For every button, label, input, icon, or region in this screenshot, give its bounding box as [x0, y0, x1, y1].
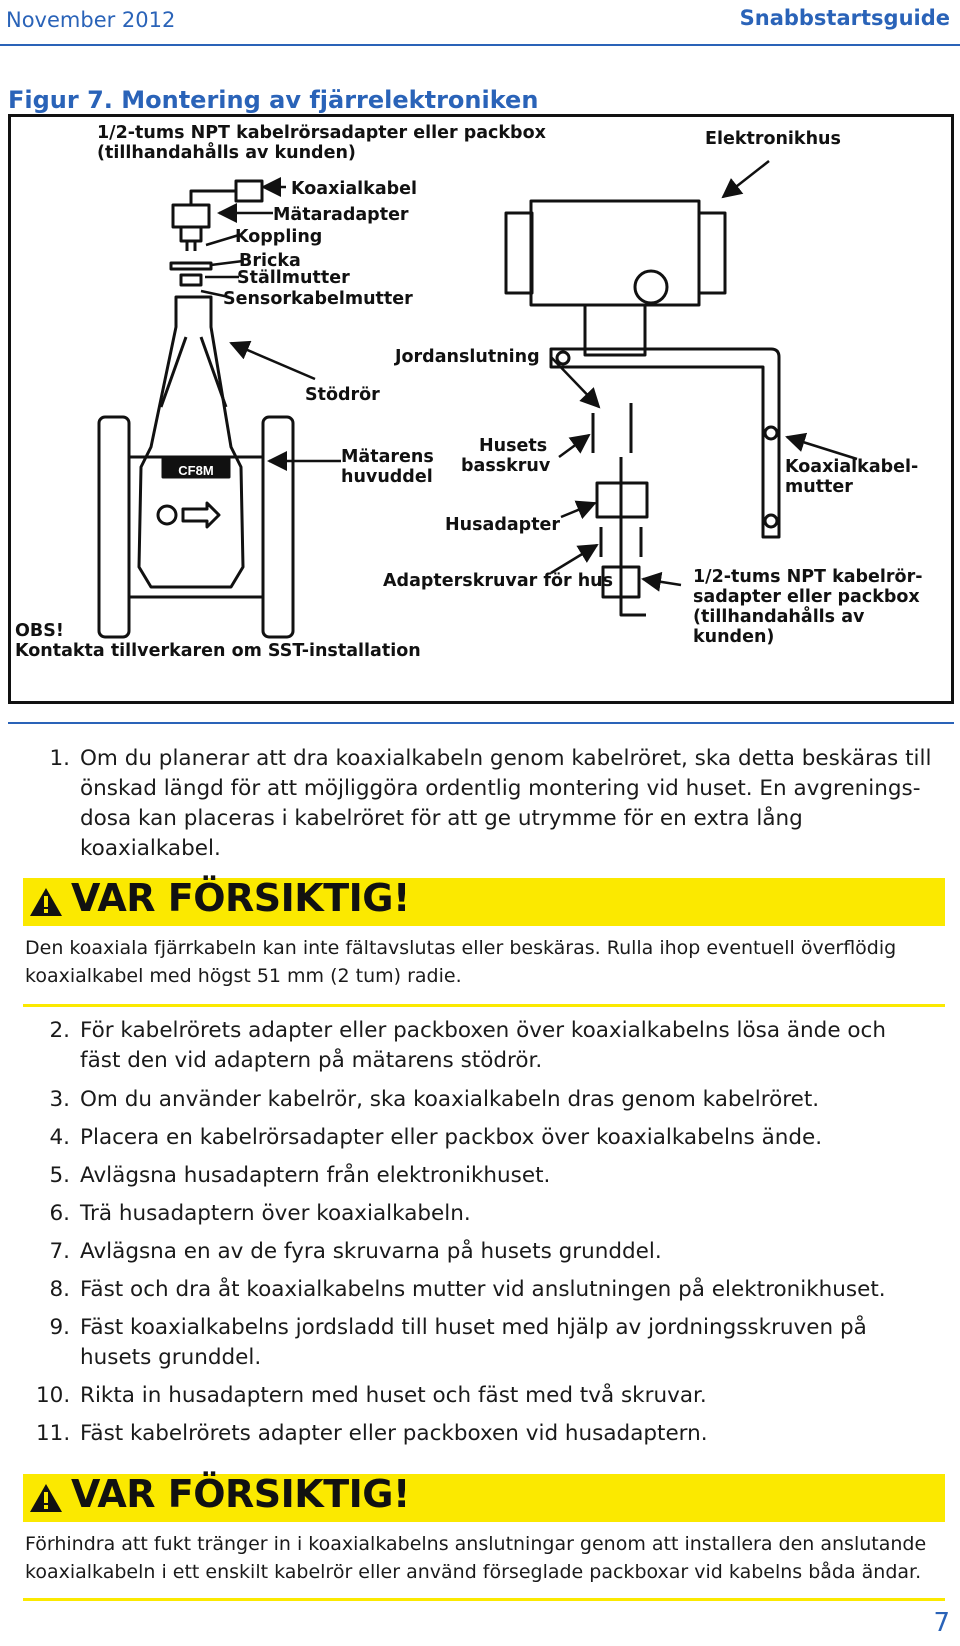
step-number: 7.	[49, 1239, 70, 1264]
label-coax-nut-1: Koaxialkabel-	[785, 457, 919, 477]
step-line: Avlägsna husadaptern från elektronikhuset.	[80, 1163, 551, 1188]
label-npt-bottom-2: sadapter eller packbox	[693, 587, 920, 607]
label-meter-body-2: huvuddel	[341, 467, 433, 487]
label-ground: Jordanslutning	[395, 347, 540, 367]
step-number: 8.	[49, 1277, 70, 1302]
step-8	[36, 1275, 946, 1305]
step-number: 5.	[49, 1163, 70, 1188]
step-line: Om du använder kabelrör, ska koaxialkabeln dras genom kabelröret.	[80, 1087, 820, 1112]
page-header	[0, 0, 960, 48]
step-line: Om du planerar att dra koaxialkabeln genom kabelröret, ska detta beskäras till	[80, 746, 932, 771]
label-coax-cable: Koaxialkabel	[291, 179, 418, 199]
caution-text-line: Den koaxiala fjärrkabeln kan inte fältavslutas eller beskäras. Rulla ihop eventuell överflödig	[25, 937, 897, 959]
electronics-housing-shape	[531, 201, 699, 305]
cf8m-plate-text: CF8M	[178, 463, 214, 478]
step-line: Placera en kabelrörsadapter eller packbox över koaxialkabelns ände.	[80, 1125, 823, 1150]
step-line: Trä husadaptern över koaxialkabeln.	[80, 1201, 471, 1226]
header-guide-title: Snabbstartsguide	[739, 6, 950, 30]
step-line: För kabelrörets adapter eller packboxen över koaxialkabelns lösa ände och	[80, 1018, 886, 1043]
step-6	[36, 1199, 946, 1229]
step-2	[36, 1016, 946, 1076]
label-meter-adapter: Mätaradapter	[273, 205, 409, 225]
figure-title: Figur 7. Montering av fjärrelektroniken	[8, 86, 539, 114]
support-tube-shape	[139, 297, 243, 587]
label-npt-top-2: (tillhandahålls av kunden)	[97, 143, 356, 163]
step-line: önskad längd för att möjliggöra ordentlig montering vid huset. En avgrenings-	[80, 776, 921, 801]
left-flange-shape	[99, 417, 129, 637]
step-line: fäst den vid adaptern på mätarens stödrör.	[80, 1048, 543, 1073]
header-date: November 2012	[6, 8, 176, 32]
label-electronics: Elektronikhus	[705, 129, 841, 149]
warning-icon	[29, 886, 63, 918]
coupling-shape	[181, 227, 201, 241]
label-support-tube: Stödrör	[305, 385, 380, 405]
step-number: 10.	[36, 1383, 71, 1408]
caution-text-line: Förhindra att fukt tränger in i koaxialkabelns anslutningar genom att installera den anslutande	[25, 1533, 927, 1555]
label-coax-nut-2: mutter	[785, 477, 853, 497]
label-npt-bottom-3: (tillhandahålls av	[693, 607, 865, 627]
step-line: Avlägsna en av de fyra skruvarna på husets grunddel.	[80, 1239, 662, 1264]
step-1	[36, 744, 946, 864]
caution-banner	[23, 1474, 945, 1522]
label-npt-bottom-4: kunden)	[693, 627, 775, 647]
label-sensor-nut: Sensorkabelmutter	[223, 289, 413, 309]
label-adapter-screws: Adapterskruvar för hus	[383, 571, 614, 591]
coax-plug-shape	[236, 181, 262, 201]
step-number: 6.	[49, 1201, 70, 1226]
page-number: 7	[933, 1608, 950, 1638]
header-rule	[0, 44, 960, 46]
step-number: 9.	[49, 1315, 70, 1340]
step-3	[36, 1085, 946, 1115]
flow-arrow-shape	[183, 503, 219, 527]
step-7	[36, 1237, 946, 1267]
caution-text-line: koaxialkabeln i ett enskilt kabelrör eller använd förseglade packboxar vid kabelns båda ändar.	[25, 1561, 922, 1583]
figure-frame	[8, 114, 954, 704]
step-line: dosa kan placeras i kabelröret för att ge utrymme för en extra lång	[80, 806, 803, 831]
label-housing-adapter: Husadapter	[445, 515, 561, 535]
caution-title: VAR FÖRSIKTIG!	[71, 876, 410, 920]
caution-text-line: koaxialkabel med högst 51 mm (2 tum) radie.	[25, 965, 462, 987]
caution-banner	[23, 878, 945, 926]
step-9	[36, 1313, 946, 1373]
label-base-screw-2: basskruv	[461, 456, 551, 476]
step-line: koaxialkabel.	[80, 836, 221, 861]
step-number: 1.	[49, 746, 70, 771]
step-number: 3.	[49, 1087, 70, 1112]
flow-circle-shape	[158, 506, 176, 524]
label-nut: Ställmutter	[237, 268, 350, 288]
step-4	[36, 1123, 946, 1153]
meter-adapter-shape	[173, 205, 209, 227]
step-line: Rikta in husadaptern med huset och fäst med två skruvar.	[80, 1383, 707, 1408]
step-line: husets grunddel.	[80, 1345, 262, 1370]
label-npt-bottom-1: 1/2-tums NPT kabelrör-	[693, 567, 923, 587]
step-line: Fäst och dra åt koaxialkabelns mutter vid anslutningen på elektronikhuset.	[80, 1277, 886, 1302]
step-number: 4.	[49, 1125, 70, 1150]
caution-rule	[23, 1004, 945, 1007]
caution-title: VAR FÖRSIKTIG!	[71, 1472, 410, 1516]
step-number: 11.	[36, 1421, 71, 1446]
caution-rule	[23, 1598, 945, 1601]
nut-shape	[181, 275, 201, 285]
step-5	[36, 1161, 946, 1191]
step-10	[36, 1381, 946, 1411]
step-line: Fäst kabelrörets adapter eller packboxen vid husadaptern.	[80, 1421, 708, 1446]
washer-shape	[171, 263, 211, 269]
label-sst-note: Kontakta tillverkaren om SST-installation	[15, 641, 421, 661]
step-line: Fäst koaxialkabelns jordsladd till huset med hjälp av jordningsskruven på	[80, 1315, 867, 1340]
step-11	[36, 1419, 946, 1449]
label-washer: Bricka	[239, 251, 301, 271]
label-meter-body-1: Mätarens	[341, 447, 434, 467]
warning-icon	[29, 1482, 63, 1514]
figure-divider	[8, 722, 954, 724]
label-npt-top-1: 1/2-tums NPT kabelrörsadapter eller packbox	[97, 123, 546, 143]
label-base-screw-1: Husets	[479, 436, 548, 456]
mounting-bracket-shape	[551, 349, 779, 537]
right-flange-shape	[263, 417, 293, 637]
label-coupling: Koppling	[235, 227, 323, 247]
step-number: 2.	[49, 1018, 70, 1043]
label-obs: OBS!	[15, 621, 64, 641]
